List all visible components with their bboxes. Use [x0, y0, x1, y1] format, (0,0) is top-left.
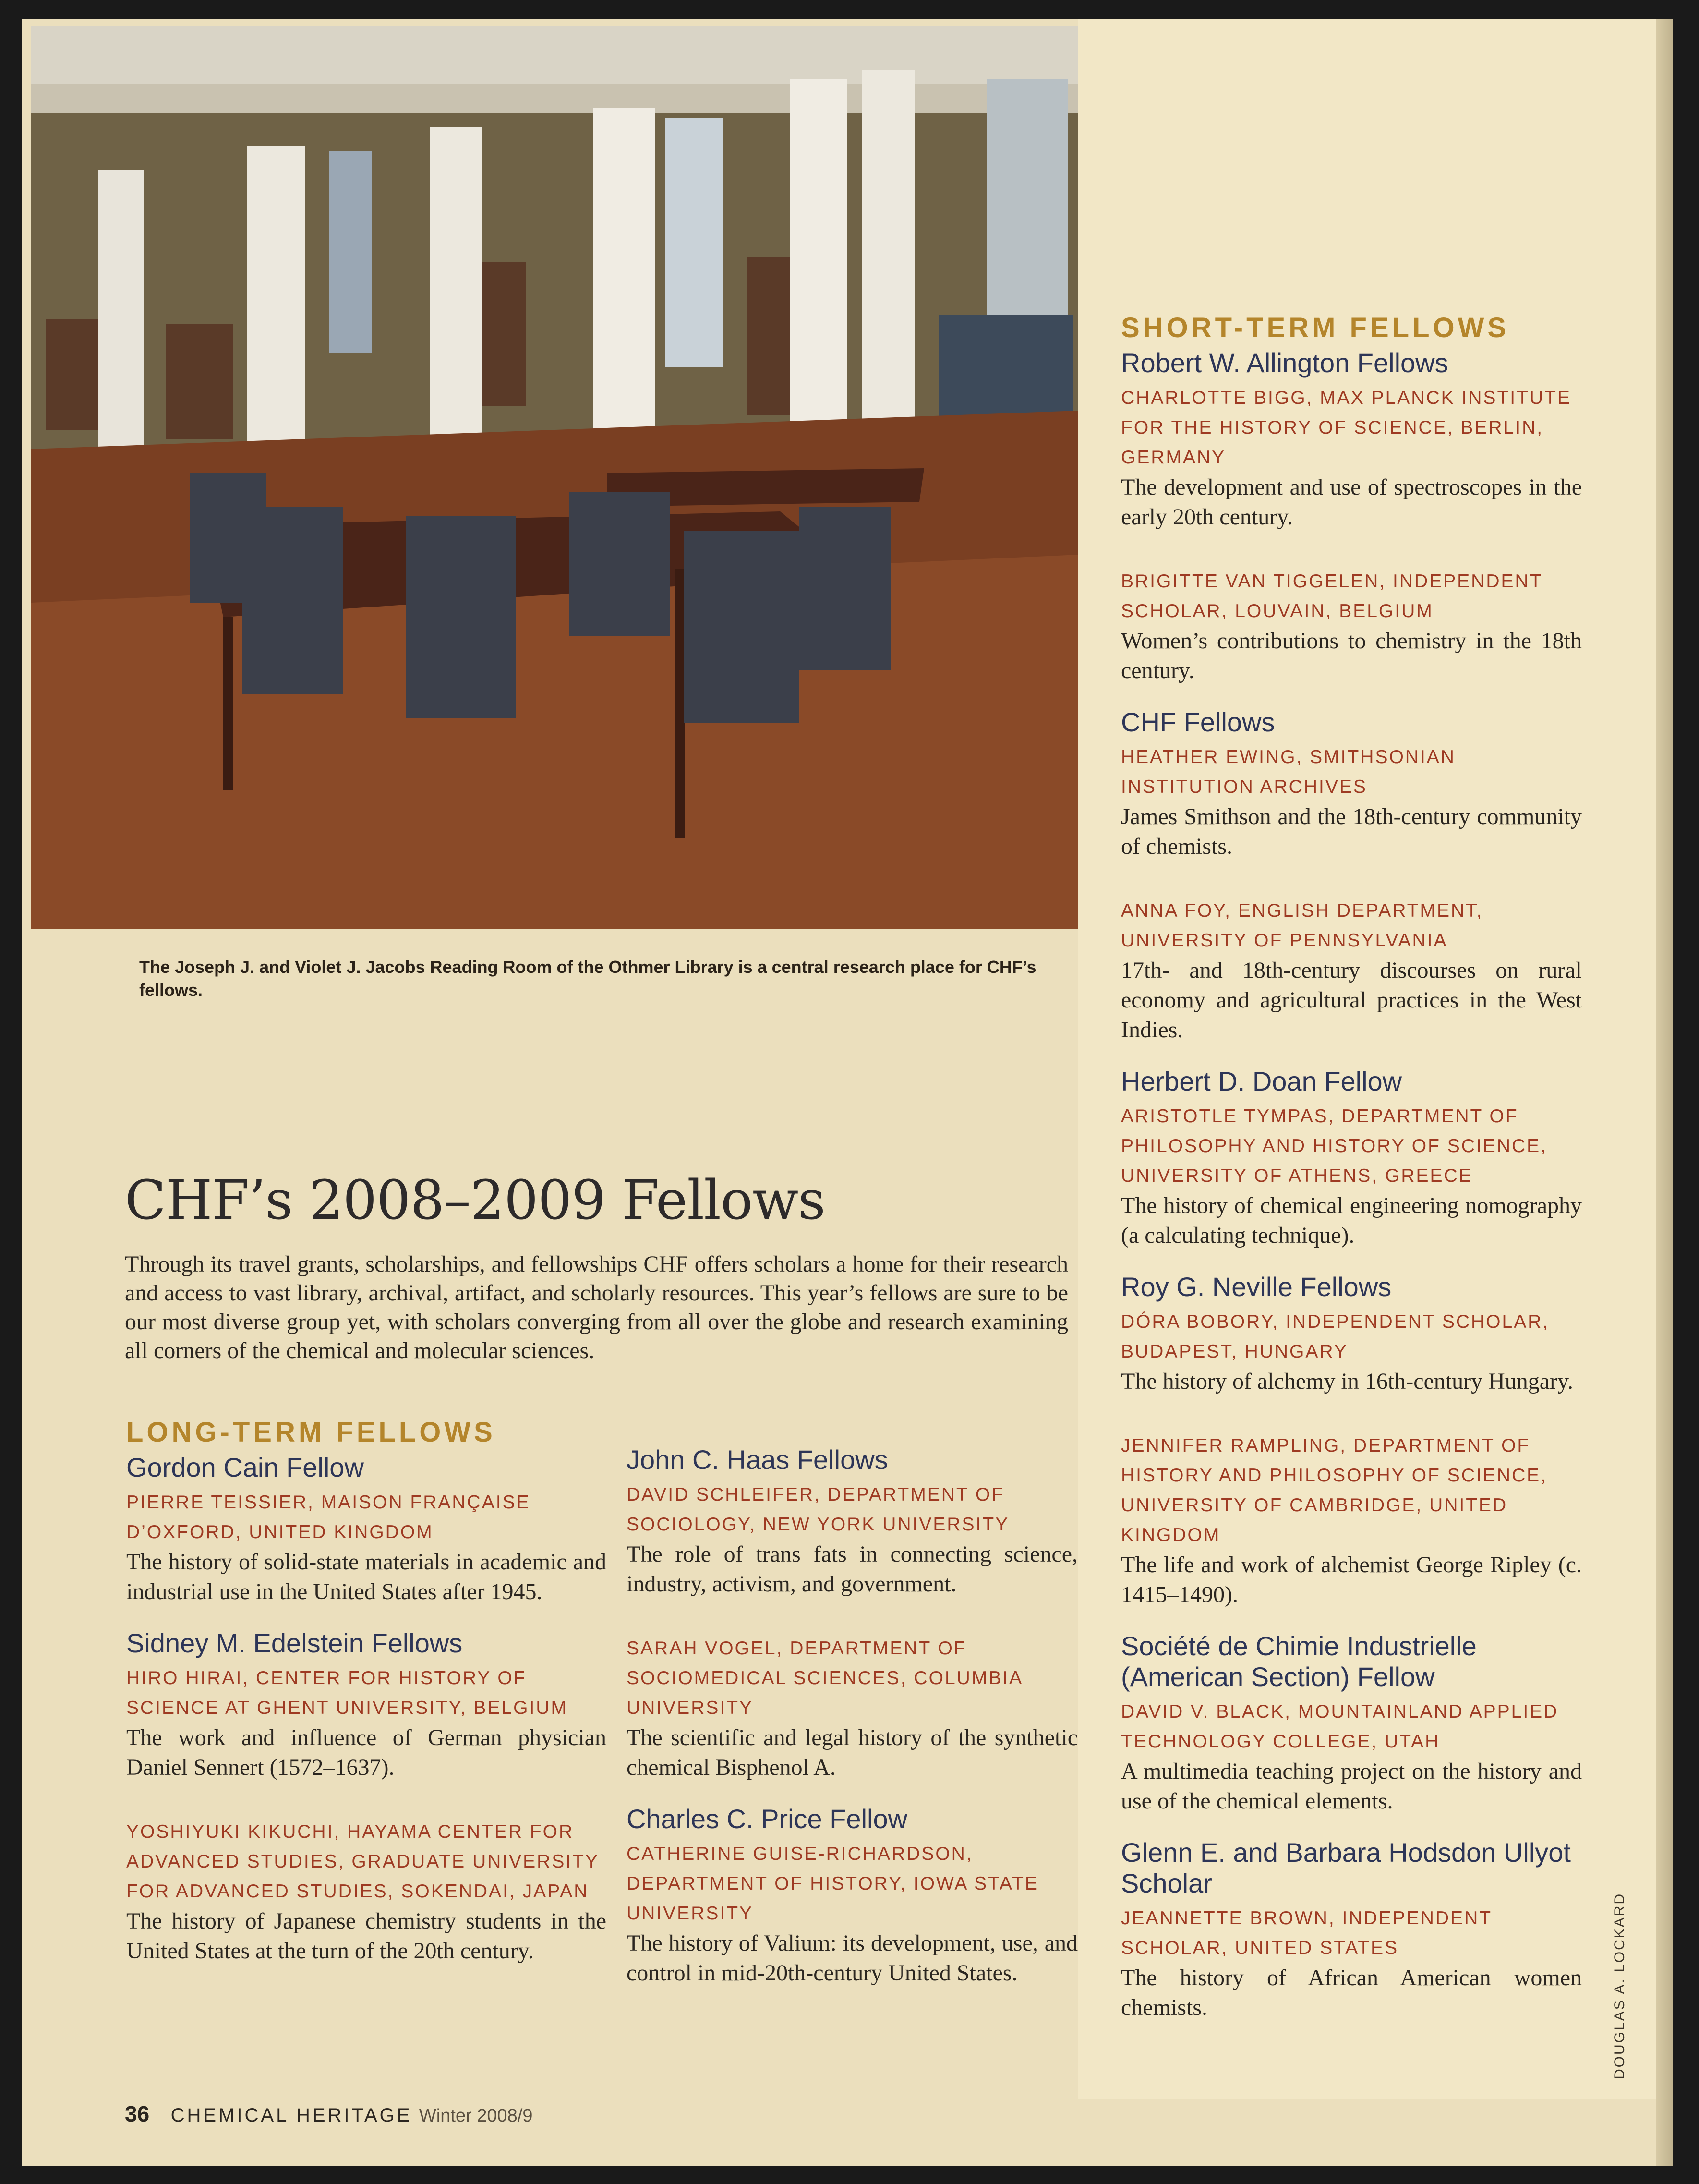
fellow-name: BRIGITTE VAN TIGGELEN, INDEPENDENT SCHOLAR, LOUVAIN, BELGIUM	[1121, 571, 1542, 621]
fellow-topic: The history of alchemy in 16th-century Hungary.	[1121, 1369, 1573, 1394]
fellow-topic: A multimedia teaching project on the history and use of the chemical elements.	[1121, 1759, 1582, 1814]
fellowship-title: Charles C. Price Fellow	[627, 1804, 908, 1834]
page-edge	[1656, 19, 1673, 2166]
fellow-topic: Women’s contributions to chemistry in the 18th century.	[1121, 628, 1582, 683]
fellowship-title: Herbert D. Doan Fellow	[1121, 1066, 1402, 1096]
fellow-topic: The role of trans fats in connecting science, industry, activism, and government.	[627, 1541, 1078, 1597]
page-title: CHF’s 2008–2009 Fellows	[125, 1169, 825, 1232]
fellow-name: SARAH VOGEL, DEPARTMENT OF SOCIOMEDICAL SCIENCES, COLUMBIA UNIVERSITY	[627, 1638, 1023, 1718]
fellow-name: ARISTOTLE TYMPAS, DEPARTMENT OF PHILOSOPHY AND HISTORY OF SCIENCE, UNIVERSITY OF ATHENS, GREECE	[1121, 1106, 1547, 1186]
fellow-name: HEATHER EWING, SMITHSONIAN INSTITUTION ARCHIVES	[1121, 747, 1456, 797]
fellow-topic: The life and work of alchemist George Ripley (c. 1415–1490).	[1121, 1552, 1582, 1607]
photo-caption: The Joseph J. and Violet J. Jacobs Reading Room of the Othmer Library is a central research place for CHF’s fellows.	[139, 957, 1036, 1000]
fellowship-title: Glenn E. and Barbara Hodsdon Ullyot Scholar	[1121, 1837, 1571, 1898]
reading-room-photo	[31, 26, 1078, 929]
fellow-name: PIERRE TEISSIER, MAISON FRANÇAISE D’OXFORD, UNITED KINGDOM	[126, 1492, 530, 1542]
fellow-topic: The development and use of spectroscopes in the early 20th century.	[1121, 474, 1582, 530]
fellow-topic: The history of African American women chemists.	[1121, 1965, 1582, 2020]
fellowship-title: Roy G. Neville Fellows	[1121, 1272, 1392, 1302]
fellow-name: YOSHIYUKI KIKUCHI, HAYAMA CENTER FOR ADVANCED STUDIES, GRADUATE UNIVERSITY FOR ADVANCED STUDIES, SOKENDAI, JAPAN	[126, 1821, 599, 1902]
fellow-topic: The work and influence of German physician Daniel Sennert (1572–1637).	[126, 1725, 606, 1780]
reading-room-illustration	[31, 26, 1078, 929]
fellow-topic: James Smithson and the 18th-century community of chemists.	[1121, 804, 1582, 859]
fellow-name: DAVID SCHLEIFER, DEPARTMENT OF SOCIOLOGY, NEW YORK UNIVERSITY	[627, 1484, 1010, 1535]
fellow-name: CATHERINE GUISE-RICHARDSON, DEPARTMENT OF HISTORY, IOWA STATE UNIVERSITY	[627, 1844, 1039, 1924]
short-term-column	[1121, 312, 1582, 2023]
fellow-name: DÓRA BOBORY, INDEPENDENT SCHOLAR, BUDAPEST, HUNGARY	[1121, 1311, 1550, 1362]
page-footer	[125, 2101, 533, 2127]
fellow-topic: The history of Valium: its development, use, and control in mid-20th-century United States.	[627, 1930, 1078, 1986]
fellow-name: DAVID V. BLACK, MOUNTAINLAND APPLIED TECHNOLOGY COLLEGE, UTAH	[1121, 1701, 1559, 1752]
intro-paragraph: Through its travel grants, scholarships, and fellowships CHF offers scholars a home for their research and access to vast library, archival, artifact, and scholarly resources. This year’s fellows are sure to be our most diverse group yet, with scholars converging from all over the globe and research examining all corners of the chemical and molecular sciences.	[125, 1251, 1068, 1363]
fellow-topic: The history of solid-state materials in academic and industrial use in the United States after 1945.	[126, 1549, 606, 1604]
fellow-name: ANNA FOY, ENGLISH DEPARTMENT, UNIVERSITY OF PENNSYLVANIA	[1121, 900, 1483, 951]
fellow-topic: 17th- and 18th-century discourses on rural economy and agricultural practices in the West Indies.	[1121, 958, 1582, 1043]
magazine-page	[22, 19, 1673, 2166]
fellowship-title: CHF Fellows	[1121, 707, 1275, 737]
long-term-column-left	[126, 1417, 606, 1966]
fellowship-title: Robert W. Allington Fellows	[1121, 348, 1448, 378]
long-term-heading: LONG-TERM FELLOWS	[126, 1417, 496, 1448]
long-term-column-right	[627, 1441, 1078, 1988]
fellow-name: HIRO HIRAI, CENTER FOR HISTORY OF SCIENCE AT GHENT UNIVERSITY, BELGIUM	[126, 1668, 568, 1718]
page-number: 36	[125, 2101, 150, 2126]
fellowship-title: Sidney M. Edelstein Fellows	[126, 1628, 463, 1658]
photo-credit: DOUGLAS A. LOCKARD	[1612, 1892, 1627, 2079]
fellow-name: JENNIFER RAMPLING, DEPARTMENT OF HISTORY AND PHILOSOPHY OF SCIENCE, UNIVERSITY OF CAMBRIDGE, UNITED KINGDOM	[1121, 1435, 1547, 1545]
fellow-topic: The scientific and legal history of the synthetic chemical Bisphenol A.	[627, 1725, 1078, 1780]
issue-label: Winter 2008/9	[419, 2106, 533, 2126]
magazine-name: CHEMICAL HERITAGE	[170, 2105, 412, 2126]
fellow-topic: The history of chemical engineering nomography (a calculating technique).	[1121, 1193, 1582, 1248]
short-term-heading: SHORT-TERM FELLOWS	[1121, 312, 1510, 343]
fellowship-title: John C. Haas Fellows	[627, 1444, 888, 1475]
fellowship-title: Gordon Cain Fellow	[126, 1452, 364, 1482]
fellow-name: CHARLOTTE BIGG, MAX PLANCK INSTITUTE FOR THE HISTORY OF SCIENCE, BERLIN, GERMANY	[1121, 388, 1571, 468]
fellow-topic: The history of Japanese chemistry students in the United States at the turn of the 20th century.	[126, 1908, 606, 1964]
fellowship-title: Société de Chimie Industrielle (American Section) Fellow	[1121, 1631, 1477, 1692]
fellow-name: JEANNETTE BROWN, INDEPENDENT SCHOLAR, UNITED STATES	[1121, 1908, 1492, 1958]
